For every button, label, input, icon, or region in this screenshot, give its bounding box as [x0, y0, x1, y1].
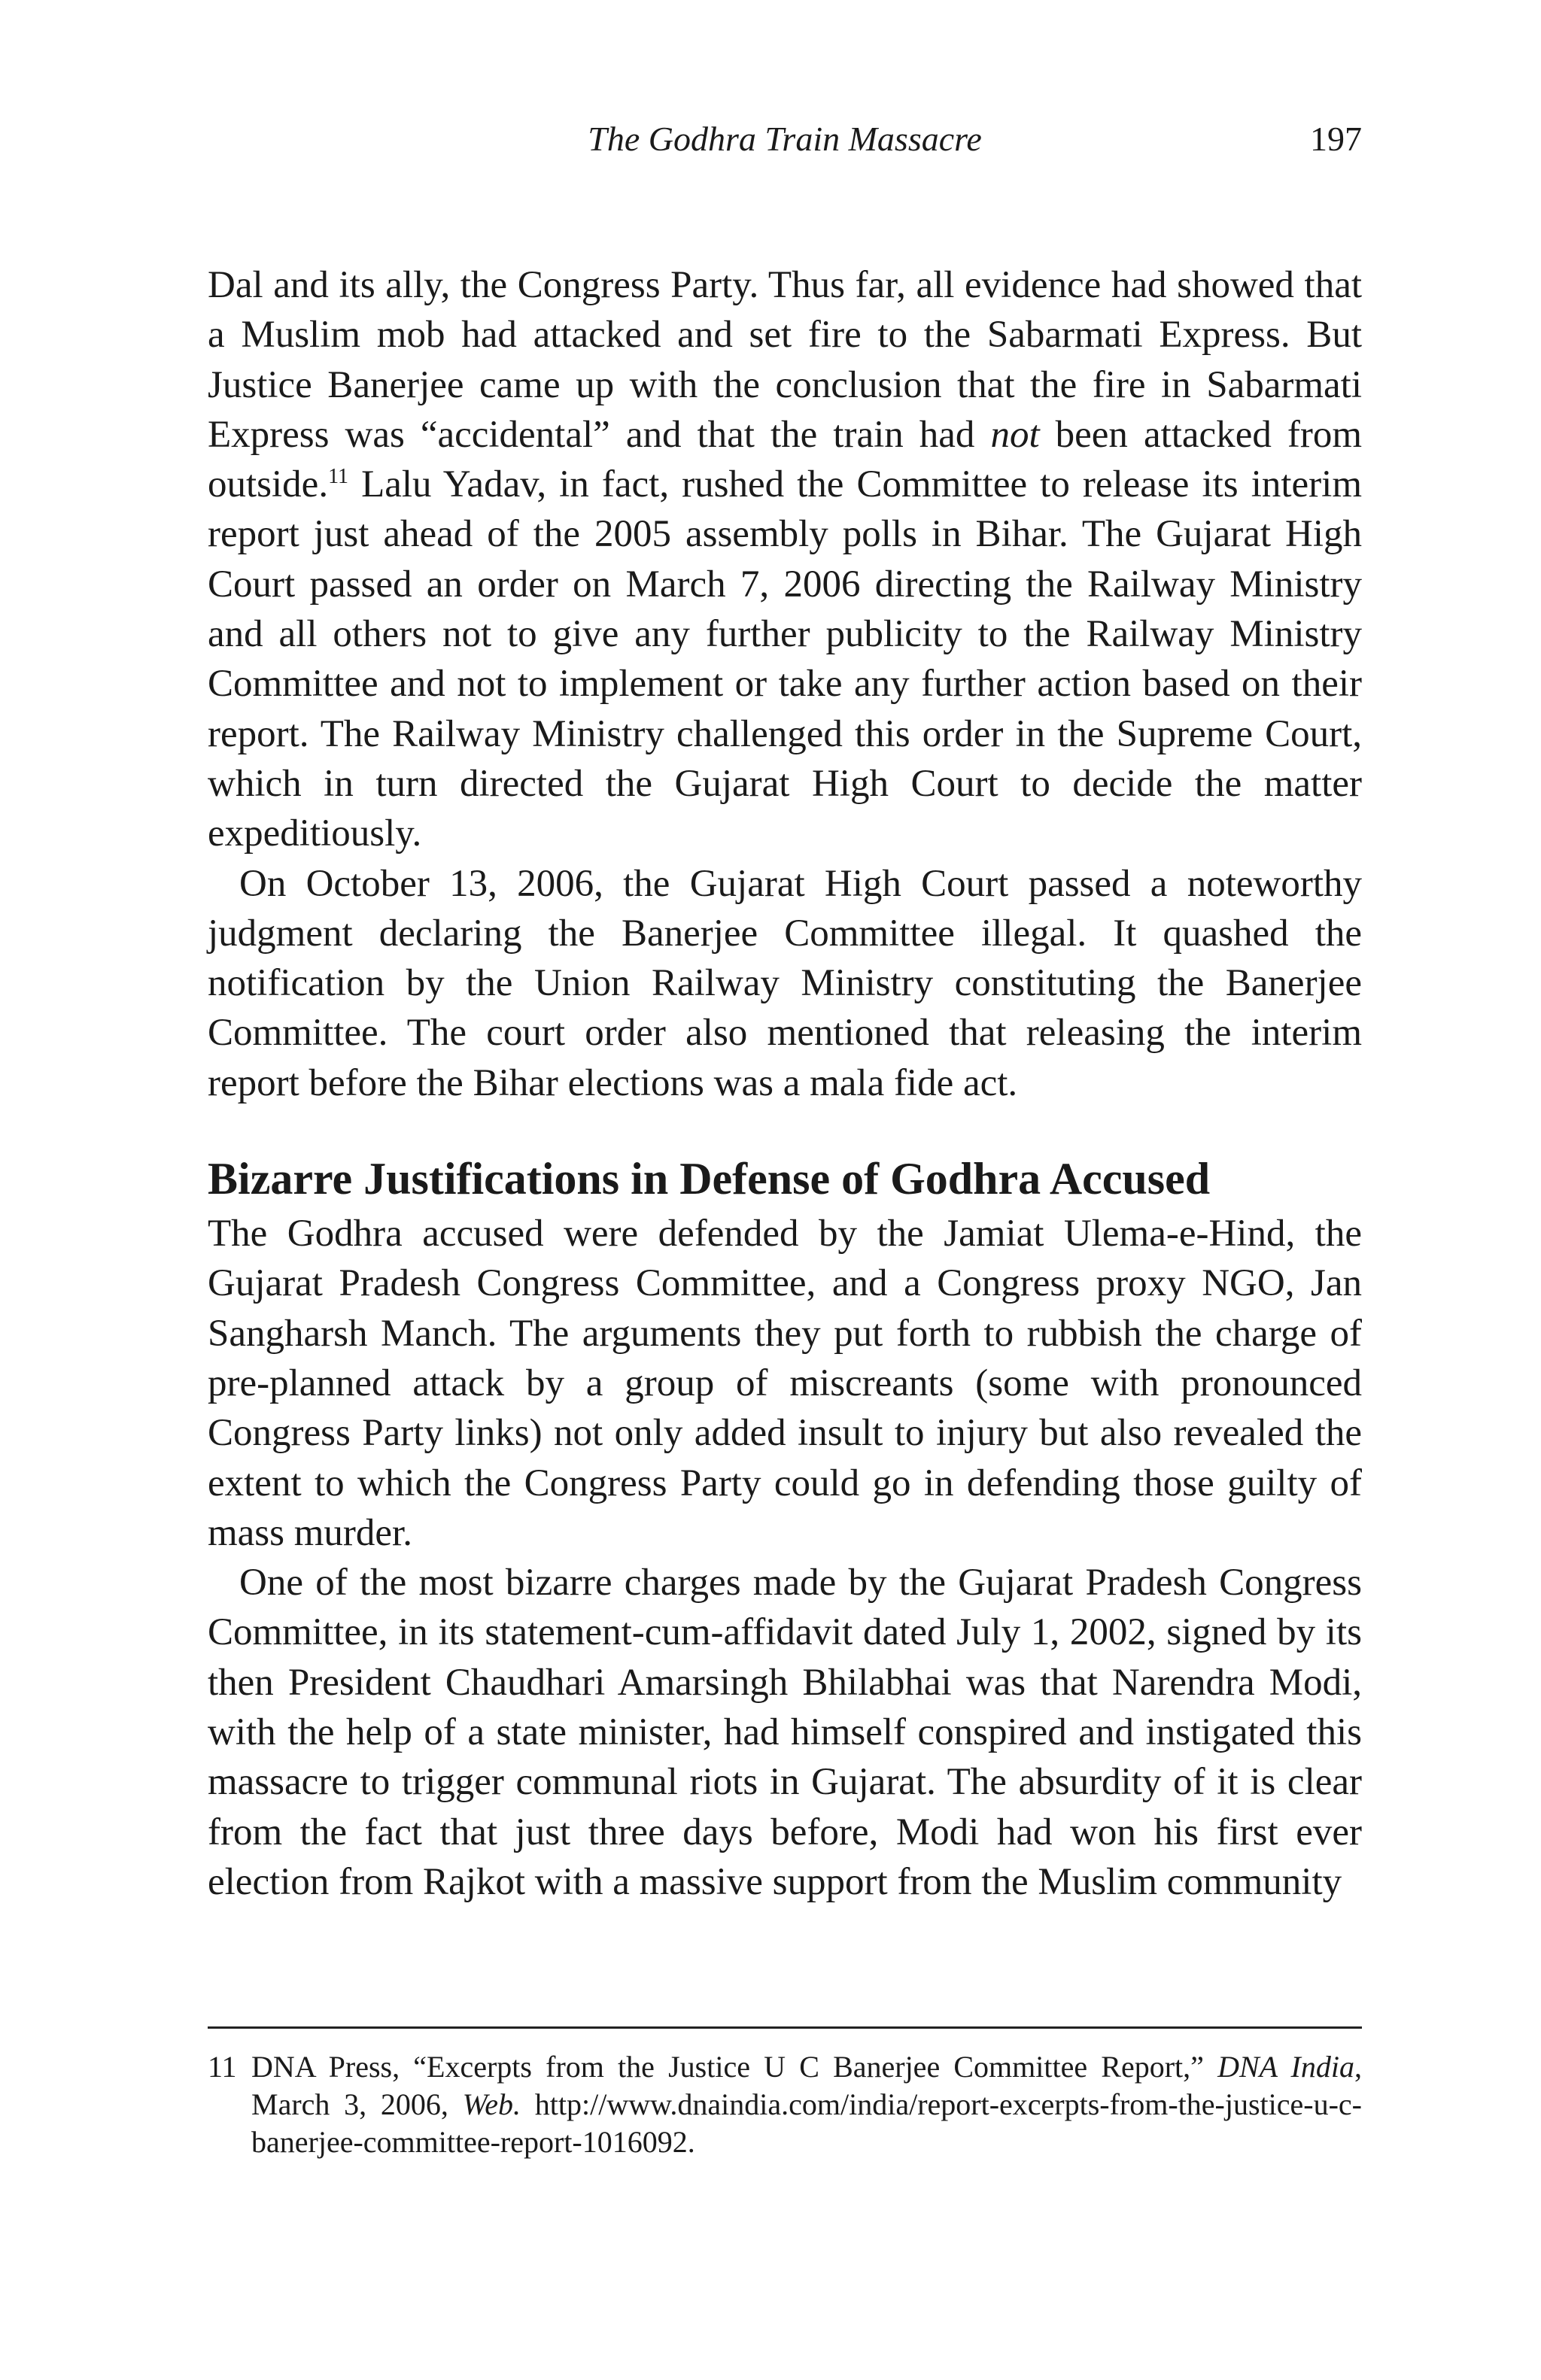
footnotes	[208, 2026, 1362, 2161]
paragraph-2: On October 13, 2006, the Gujarat High Court passed a noteworthy judgment declaring the Banerjee Committee illegal. It quashed the notification by the Union Railway Ministry constituting the Banerjee Committee. The court order also mentioned that releasing the interim report before the Bihar elections was a mala fide act.	[208, 862, 1362, 1104]
footnote-url[interactable]: http://www.dnaindia.com/india/report-excerpts-from-the-justice-u-c-banerjee-committee-report-1016092.	[251, 2087, 1362, 2159]
paragraph-1-text-b: been attacked from outside.	[208, 413, 1362, 506]
footnote-number: 11	[208, 2050, 237, 2084]
running-head	[208, 113, 1362, 165]
footnote-text-a: DNA Press, “Excerpts from the Justice U C Banerjee Committee Report,”	[251, 2050, 1218, 2084]
running-title: The Godhra Train Massacre	[588, 120, 982, 158]
book-page	[208, 0, 1362, 2380]
paragraph-1	[208, 260, 1362, 859]
footnote-rule	[208, 2026, 1362, 2029]
footnote-text-b: , March 3, 2006,	[251, 2050, 1362, 2121]
footnote-text	[251, 2048, 1362, 2161]
footnote-reference[interactable]: 11	[328, 465, 349, 489]
footnote-11	[208, 2048, 1362, 2161]
section-heading: Bizarre Justifications in Defense of Godhra Accused	[208, 1154, 1211, 1204]
paragraph-1-italic: not	[990, 413, 1040, 456]
paragraph-4: One of the most bizarre charges made by the Gujarat Pradesh Congress Committee, in its statement-cum-affidavit dated July 1, 2002, signed by its then President Chaudhari Amarsingh Bhilabhai was that Narendra Modi, with the help of a state minister, had himself conspired and instigated this massacre to trigger communal riots in Gujarat. The absurdity of it is clear from the fact that just three days before, Modi had won his first ever election from Rajkot with a massive support from the Muslim community	[208, 1562, 1362, 1903]
paragraph-1-text-c: Lalu Yadav, in fact, rushed the Committee to release its interim report just ahead of the 2005 assembly polls in Bihar. The Gujarat High Court passed an order on March 7, 2006 directing the Railway Ministry and all others not to give any further publicity to the Railway Ministry Committee and not to implement or take any further action based on their report. The Railway Ministry challenged this order in the Supreme Court, which in turn directed the Gujarat High Court to decide the matter expeditiously.	[208, 463, 1362, 855]
body-text	[208, 260, 1362, 1907]
paragraph-1-text-a: Dal and its ally, the Congress Party. Thus far, all evidence had showed that a Muslim mob had attacked and set fire to the Sabarmati Express. But Justice Banerjee came up with the conclusion that the fire in Sabarmati Express was “accidental” and that the train had	[208, 264, 1362, 456]
page-number: 197	[1310, 120, 1362, 158]
footnote-source-title: DNA India	[1217, 2050, 1354, 2084]
paragraph-3: The Godhra accused were defended by the Jamiat Ulema-e-Hind, the Gujarat Pradesh Congress Committee, and a Congress proxy NGO, Jan Sangharsh Manch. The arguments they put forth to rubbish the charge of pre-planned attack by a group of miscreants (some with pronounced Congress Party links) not only added insult to injury but also revealed the extent to which the Congress Party could go in defending those guilty of mass murder.	[208, 1213, 1362, 1554]
footnote-medium: Web.	[462, 2087, 521, 2121]
